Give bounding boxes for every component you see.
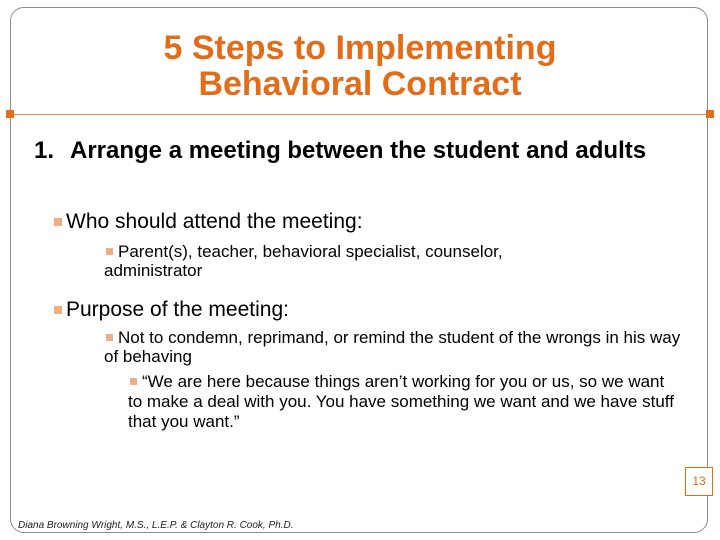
- bullet-text: “We are here because things aren’t working for you or us, so we want to make a deal with you. You have something we want and we have stuff that you want.”: [128, 372, 674, 431]
- bullet-text: Who should attend the meeting:: [66, 210, 363, 233]
- title-line-1: 5 Steps to Implementing: [163, 29, 557, 67]
- bullet-text: Not to condemn, reprimand, or remind the student of the wrongs in his way of behaving: [104, 328, 681, 366]
- bullet-icon: [104, 331, 116, 343]
- bullet-text: Purpose of the meeting:: [66, 298, 289, 321]
- step-number: 1.: [34, 137, 55, 164]
- step-heading: [34, 137, 674, 164]
- bullet-who-attends: [52, 210, 363, 233]
- divider-right-marker: [706, 110, 714, 118]
- bullet-icon: [104, 245, 116, 257]
- page-number: 13: [685, 467, 713, 496]
- divider-left-marker: [6, 110, 14, 118]
- slide-title: [0, 30, 720, 102]
- bullet-text: Parent(s), teacher, behavioral specialist, counselor, administrator: [104, 242, 503, 280]
- step-text: Arrange a meeting between the student and adults: [70, 137, 647, 164]
- title-divider: [10, 114, 708, 115]
- bullet-quote: [128, 372, 678, 432]
- title-line-2: Behavioral Contract: [198, 65, 522, 103]
- bullet-icon: [52, 216, 64, 228]
- bullet-not-to-condemn: [104, 328, 694, 366]
- bullet-icon: [128, 375, 140, 387]
- bullet-purpose: [52, 298, 289, 321]
- footer-credit: Diana Browning Wright, M.S., L.E.P. & Clayton R. Cook, Ph.D.: [18, 520, 294, 531]
- bullet-attendees: [104, 242, 584, 280]
- bullet-icon: [52, 304, 64, 316]
